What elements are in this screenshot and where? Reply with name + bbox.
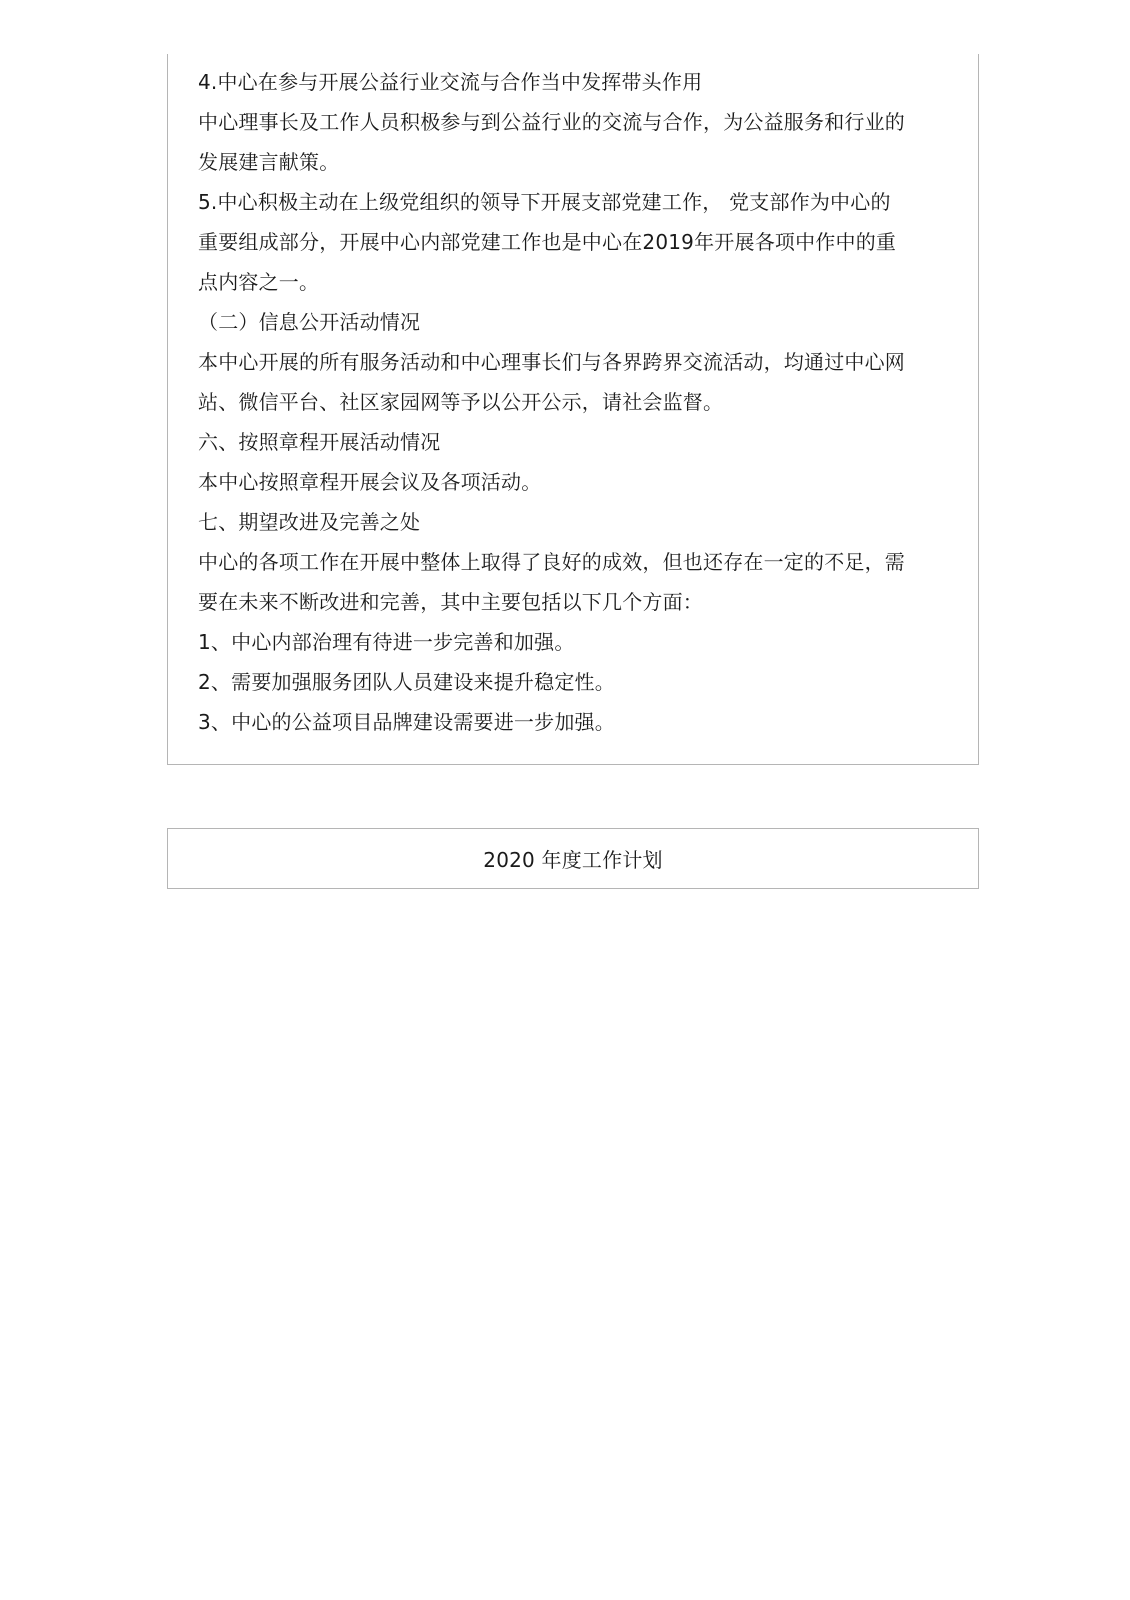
text-line: 要在未来不断改进和完善，其中主要包括以下几个方面： <box>198 590 703 614</box>
text-line: 本中心按照章程开展会议及各项活动。 <box>198 470 542 494</box>
text-line: 站、微信平台、社区家园网等予以公开公示，请社会监督。 <box>198 390 724 414</box>
text-line: 5.中心积极主动在上级党组织的领导下开展支部党建工作， 党支部作为中心的 <box>198 190 891 214</box>
work-plan-header-box <box>167 828 979 889</box>
list-item: 1、中心内部治理有待进一步完善和加强。 <box>198 630 575 654</box>
report-text-box <box>167 54 979 765</box>
work-plan-title: 2020 年度工作计划 <box>483 848 663 872</box>
text-line: 重要组成部分，开展中心内部党建工作也是中心在2019年开展各项中作中的重 <box>198 230 897 254</box>
text-line: 点内容之一。 <box>198 270 320 294</box>
text-line: 4.中心在参与开展公益行业交流与合作当中发挥带头作用 <box>198 70 703 94</box>
section-heading: （二）信息公开活动情况 <box>198 310 421 334</box>
section-heading: 六、按照章程开展活动情况 <box>198 430 441 454</box>
section-heading: 七、期望改进及完善之处 <box>198 510 421 534</box>
text-line: 中心理事长及工作人员积极参与到公益行业的交流与合作，为公益服务和行业的 <box>198 110 905 134</box>
list-item: 3、中心的公益项目品牌建设需要进一步加强。 <box>198 710 615 734</box>
text-line: 中心的各项工作在开展中整体上取得了良好的成效，但也还存在一定的不足，需 <box>198 550 905 574</box>
text-line: 本中心开展的所有服务活动和中心理事长们与各界跨界交流活动，均通过中心网 <box>198 350 905 374</box>
list-item: 2、需要加强服务团队人员建设来提升稳定性。 <box>198 670 615 694</box>
text-line: 发展建言献策。 <box>198 150 340 174</box>
